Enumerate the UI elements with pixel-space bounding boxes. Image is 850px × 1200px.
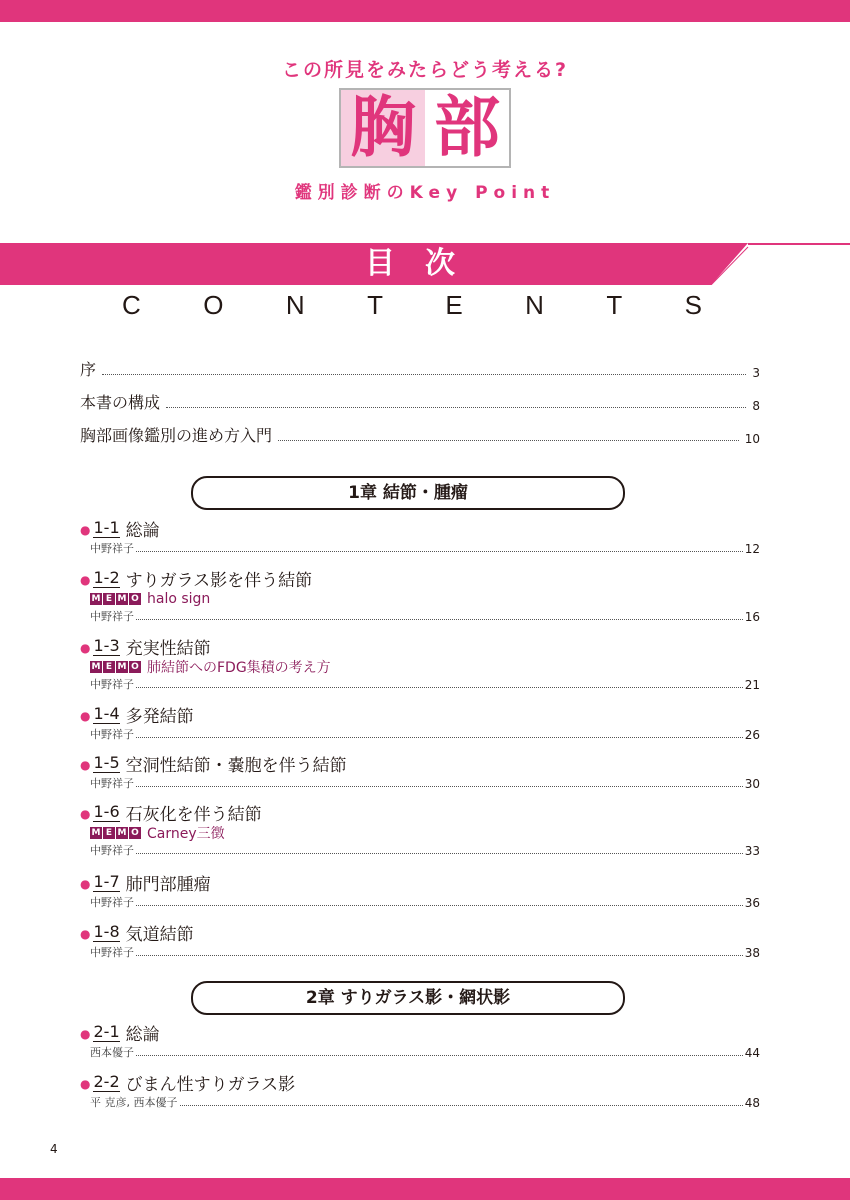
author-row (90, 842, 760, 858)
toc-section[interactable] (80, 702, 760, 742)
toc-section[interactable] (80, 566, 760, 624)
memo-text: 肺結節へのFDG集積の考え方 (147, 660, 331, 676)
page-number: 4 (50, 1142, 58, 1156)
toc-entry-label: 本書の構成 (80, 393, 161, 412)
bullet-icon: ● (80, 927, 91, 941)
leader-dots (136, 618, 743, 620)
leader-dots (136, 1054, 743, 1056)
author-row (90, 894, 760, 910)
bullet-icon: ● (80, 573, 91, 587)
contents-word (122, 290, 702, 321)
leader-dots (136, 954, 743, 956)
section-author: 中野祥子 (90, 610, 134, 623)
leader-dots (136, 785, 743, 787)
section-number: 1-4 (93, 703, 120, 723)
chapter-heading: 2章 すりガラス影・網状影 (191, 981, 625, 1015)
toc-entry-page: 3 (752, 366, 760, 380)
leader-dots (136, 736, 743, 738)
section-author: 中野祥子 (90, 896, 134, 909)
bullet-icon: ● (80, 523, 91, 537)
memo-letter: E (103, 827, 115, 839)
section-page: 12 (744, 542, 760, 556)
section-title: すりガラス影を伴う結節 (125, 570, 313, 591)
section-title: 石灰化を伴う結節 (125, 804, 262, 825)
leader-dots (180, 1104, 743, 1106)
section-page: 33 (744, 844, 760, 858)
memo-letter: E (103, 661, 115, 673)
section-title: 空洞性結節・嚢胞を伴う結節 (125, 755, 347, 776)
section-page: 36 (744, 896, 760, 910)
section-title: 多発結節 (125, 706, 194, 727)
section-author: 中野祥子 (90, 844, 134, 857)
toc-entry-label: 序 (80, 360, 97, 379)
memo-letter: M (117, 828, 127, 838)
section-title-row (80, 1020, 760, 1044)
book-subtitle: 鑑別診断のKey Point (294, 183, 556, 203)
bullet-icon: ● (80, 877, 91, 891)
section-author: 西本優子 (90, 1046, 134, 1059)
section-page: 21 (744, 678, 760, 692)
book-title (339, 88, 511, 168)
book-title-char-1: 胸 (341, 90, 425, 166)
leader-dots (102, 373, 746, 375)
leader-dots (136, 550, 743, 552)
section-page: 44 (744, 1046, 760, 1060)
section-number: 1-6 (93, 801, 120, 821)
memo-letter: M (117, 662, 127, 672)
memo-text: halo sign (147, 591, 211, 607)
contents-letter: N (525, 290, 544, 320)
section-title-row (80, 800, 760, 824)
toc-entry[interactable] (80, 390, 760, 413)
section-title-row (80, 634, 760, 658)
contents-letter: T (367, 290, 383, 320)
section-title: 気道結節 (125, 924, 194, 945)
leader-dots (136, 852, 743, 854)
author-row (90, 608, 760, 624)
contents-letter: N (285, 290, 305, 320)
leader-dots (136, 686, 743, 688)
section-title-row (80, 1070, 760, 1094)
book-title-char-2: 部 (434, 89, 500, 166)
bullet-icon: ● (80, 1077, 91, 1091)
memo-letter: M (117, 594, 127, 604)
memo-text: Carney三徴 (147, 826, 225, 842)
section-page: 38 (744, 946, 760, 960)
memo-letter: M (91, 828, 101, 838)
section-title-row (80, 566, 760, 590)
section-number: 2-2 (93, 1071, 120, 1091)
section-number: 1-7 (93, 871, 120, 891)
memo-badge (90, 827, 142, 839)
section-title: びまん性すりガラス影 (125, 1074, 296, 1095)
section-number: 1-5 (93, 752, 120, 772)
section-title: 肺門部腫瘤 (125, 874, 211, 895)
section-number: 1-8 (93, 921, 120, 941)
section-title-row (80, 870, 760, 894)
bullet-icon: ● (80, 1027, 91, 1041)
toc-section[interactable] (80, 751, 760, 791)
chapter-heading: 1章 結節・腫瘤 (191, 476, 625, 510)
memo-letter: O (129, 661, 141, 673)
author-row (90, 944, 760, 960)
bottom-color-bar (0, 1178, 850, 1200)
toc-section[interactable] (80, 1020, 760, 1060)
toc-section[interactable] (80, 634, 760, 692)
section-number: 1-3 (93, 635, 120, 655)
bullet-icon: ● (80, 641, 91, 655)
section-title: 充実性結節 (125, 638, 211, 659)
section-page: 26 (744, 728, 760, 742)
book-tagline: この所見をみたらどう考える? (281, 59, 569, 81)
leader-dots (278, 439, 739, 441)
bullet-icon: ● (80, 758, 91, 772)
section-title: 総論 (125, 1024, 160, 1045)
toc-section[interactable] (80, 516, 760, 556)
toc-entry-page: 10 (744, 432, 760, 446)
memo-letter: O (129, 593, 141, 605)
section-title-row (80, 702, 760, 726)
memo-row (90, 824, 760, 842)
toc-entry[interactable] (80, 357, 760, 380)
bullet-icon: ● (80, 709, 91, 723)
section-title-row (80, 751, 760, 775)
contents-letter: S (684, 290, 702, 320)
section-page: 30 (744, 777, 760, 791)
section-title-row (80, 920, 760, 944)
toc-section[interactable] (80, 800, 760, 858)
section-title: 総論 (125, 520, 160, 541)
section-author: 平 克彦, 西本優子 (90, 1096, 178, 1109)
contents-letter: C (122, 290, 141, 320)
memo-badge (90, 593, 142, 605)
section-author: 中野祥子 (90, 946, 134, 959)
contents-letter: E (445, 290, 463, 320)
section-number: 2-1 (93, 1021, 120, 1041)
toc-entry-page: 8 (752, 399, 760, 413)
author-row (90, 726, 760, 742)
toc-title: 目次 (365, 246, 485, 281)
toc-section[interactable] (80, 870, 760, 910)
memo-letter: E (103, 593, 115, 605)
toc-section[interactable] (80, 1070, 760, 1110)
leader-dots (166, 406, 746, 408)
memo-letter: O (129, 827, 141, 839)
author-row (90, 1094, 760, 1110)
top-color-bar (0, 0, 850, 22)
section-number: 1-2 (93, 567, 120, 587)
section-number: 1-1 (93, 517, 120, 537)
leader-dots (136, 904, 743, 906)
section-author: 中野祥子 (90, 678, 134, 691)
toc-entry-label: 胸部画像鑑別の進め方入門 (80, 426, 273, 445)
bullet-icon: ● (80, 807, 91, 821)
toc-heading-band (0, 243, 850, 285)
memo-row (90, 658, 760, 676)
section-title-row (80, 516, 760, 540)
memo-letter: M (91, 594, 101, 604)
section-author: 中野祥子 (90, 542, 134, 555)
memo-badge (90, 661, 142, 673)
author-row (90, 775, 760, 791)
contents-letter: O (203, 290, 224, 320)
memo-letter: M (91, 662, 101, 672)
memo-row (90, 590, 760, 608)
book-header (0, 55, 850, 203)
section-page: 48 (744, 1096, 760, 1110)
toc-entry[interactable] (80, 423, 760, 446)
toc-section[interactable] (80, 920, 760, 960)
author-row (90, 1044, 760, 1060)
contents-letter: T (606, 290, 623, 320)
author-row (90, 676, 760, 692)
section-author: 中野祥子 (90, 777, 134, 790)
section-author: 中野祥子 (90, 728, 134, 741)
section-page: 16 (744, 610, 760, 624)
author-row (90, 540, 760, 556)
